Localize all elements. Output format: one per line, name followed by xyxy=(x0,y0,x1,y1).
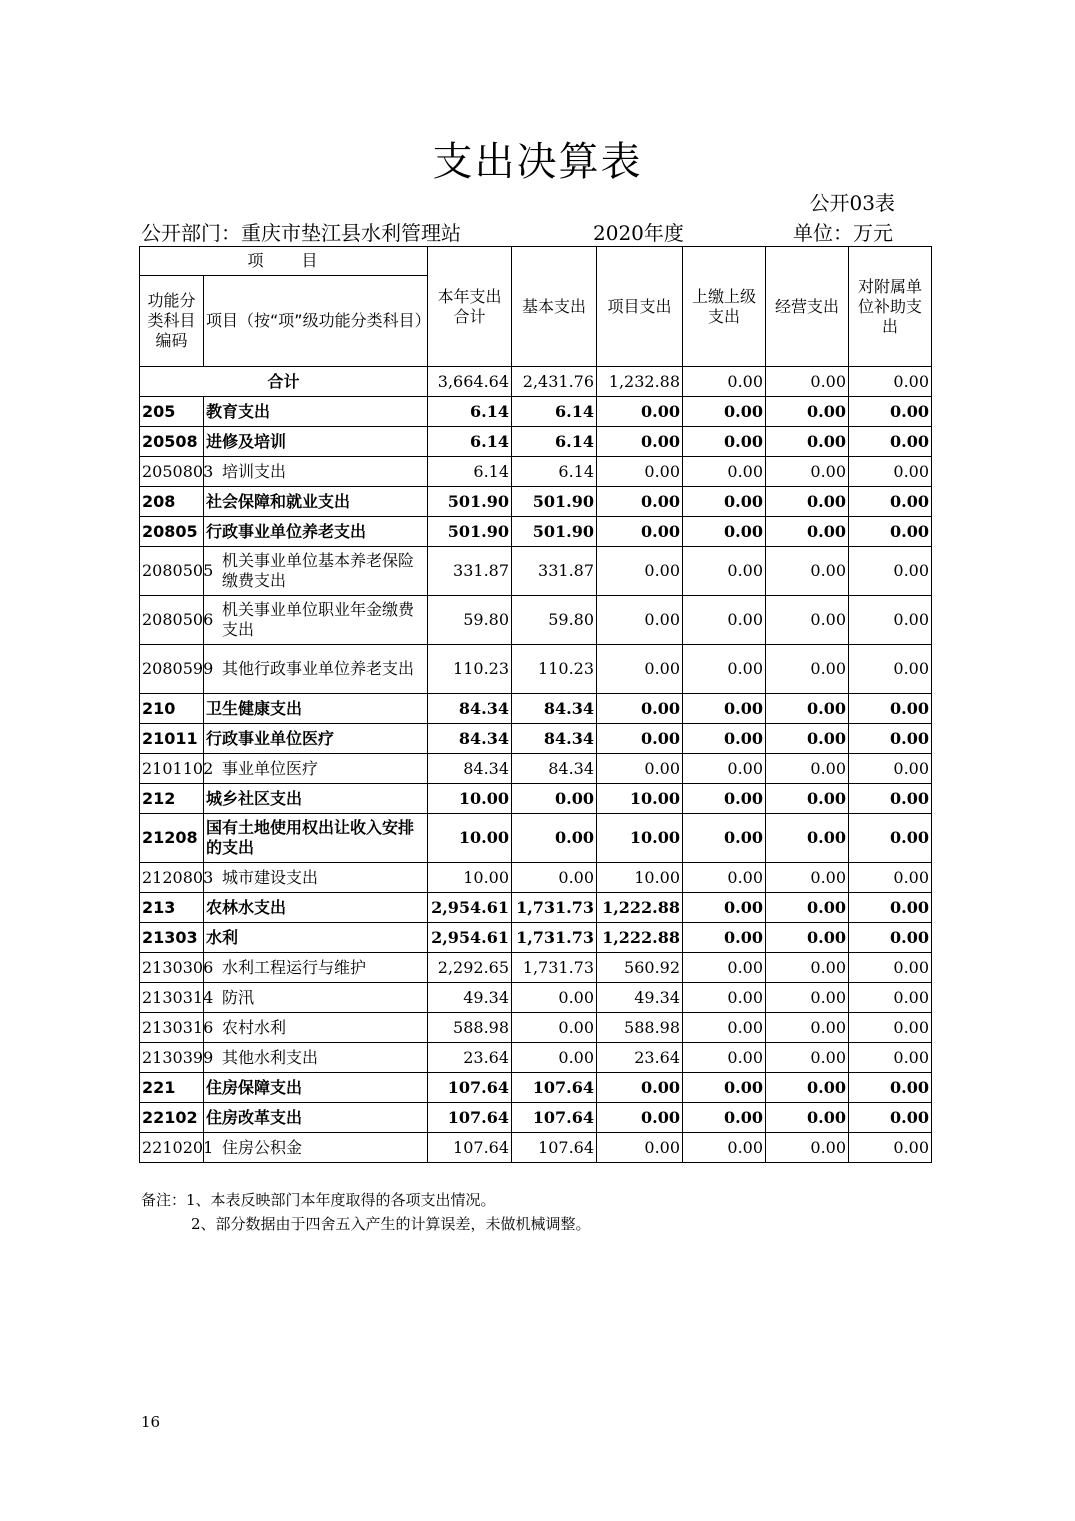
row-value: 0.00 xyxy=(849,814,932,863)
total-value: 1,232.88 xyxy=(597,367,683,397)
row-value: 0.00 xyxy=(766,814,849,863)
header-group-item: 项 目 xyxy=(140,247,428,276)
row-value: 0.00 xyxy=(849,427,932,457)
row-value: 588.98 xyxy=(428,1013,512,1043)
table-row xyxy=(140,923,932,953)
row-value: 84.34 xyxy=(428,754,512,784)
row-code: 22102 xyxy=(140,1103,204,1133)
row-value: 59.80 xyxy=(428,596,512,645)
row-value: 6.14 xyxy=(428,457,512,487)
table-row xyxy=(140,487,932,517)
row-value: 23.64 xyxy=(597,1043,683,1073)
row-value: 0.00 xyxy=(683,1013,766,1043)
row-name: 住房改革支出 xyxy=(204,1103,428,1133)
row-value: 0.00 xyxy=(597,596,683,645)
row-value: 0.00 xyxy=(766,983,849,1013)
row-value: 0.00 xyxy=(683,1103,766,1133)
row-value: 0.00 xyxy=(683,953,766,983)
row-value: 0.00 xyxy=(683,1073,766,1103)
row-value: 0.00 xyxy=(766,1133,849,1163)
row-value: 0.00 xyxy=(683,1133,766,1163)
row-name: 农村水利 xyxy=(204,1013,428,1043)
table-row xyxy=(140,784,932,814)
row-value: 1,222.88 xyxy=(597,923,683,953)
row-value: 0.00 xyxy=(849,1073,932,1103)
row-value: 10.00 xyxy=(597,863,683,893)
row-value: 6.14 xyxy=(428,427,512,457)
row-value: 0.00 xyxy=(597,397,683,427)
row-value: 1,731.73 xyxy=(512,893,597,923)
total-value: 0.00 xyxy=(683,367,766,397)
row-value: 0.00 xyxy=(597,427,683,457)
row-value: 0.00 xyxy=(683,863,766,893)
row-value: 0.00 xyxy=(512,1013,597,1043)
row-name: 培训支出 xyxy=(204,457,428,487)
row-value: 0.00 xyxy=(766,724,849,754)
row-value: 0.00 xyxy=(683,893,766,923)
row-code: 2080599 xyxy=(140,645,204,694)
row-value: 0.00 xyxy=(849,694,932,724)
row-value: 0.00 xyxy=(512,1043,597,1073)
row-value: 6.14 xyxy=(512,397,597,427)
row-code: 2050803 xyxy=(140,457,204,487)
fiscal-year: 2020年度 xyxy=(593,221,684,245)
header-basic: 基本支出 xyxy=(512,247,597,367)
row-value: 0.00 xyxy=(849,517,932,547)
row-code: 2120803 xyxy=(140,863,204,893)
row-value: 107.64 xyxy=(512,1103,597,1133)
row-value: 0.00 xyxy=(849,724,932,754)
row-value: 0.00 xyxy=(766,1103,849,1133)
row-value: 0.00 xyxy=(766,694,849,724)
table-row xyxy=(140,1043,932,1073)
row-code: 2080505 xyxy=(140,547,204,596)
row-value: 23.64 xyxy=(428,1043,512,1073)
row-value: 588.98 xyxy=(597,1013,683,1043)
row-name: 其他水利支出 xyxy=(204,1043,428,1073)
row-name: 其他行政事业单位养老支出 xyxy=(204,645,428,694)
row-code: 2080506 xyxy=(140,596,204,645)
row-value: 0.00 xyxy=(683,427,766,457)
row-value: 1,222.88 xyxy=(597,893,683,923)
row-value: 10.00 xyxy=(597,814,683,863)
row-value: 0.00 xyxy=(849,863,932,893)
row-code: 213 xyxy=(140,893,204,923)
meta-row xyxy=(141,217,931,245)
row-code: 21303 xyxy=(140,923,204,953)
row-code: 221 xyxy=(140,1073,204,1103)
row-value: 107.64 xyxy=(512,1133,597,1163)
row-value: 0.00 xyxy=(683,547,766,596)
row-value: 6.14 xyxy=(512,427,597,457)
row-value: 501.90 xyxy=(512,487,597,517)
row-code: 2130316 xyxy=(140,1013,204,1043)
row-name: 国有土地使用权出让收入安排的支出 xyxy=(204,814,428,863)
row-value: 0.00 xyxy=(512,814,597,863)
row-code: 2210201 xyxy=(140,1133,204,1163)
row-value: 2,954.61 xyxy=(428,893,512,923)
row-name: 事业单位医疗 xyxy=(204,754,428,784)
header-project: 项目支出 xyxy=(597,247,683,367)
row-value: 0.00 xyxy=(766,457,849,487)
row-value: 1,731.73 xyxy=(512,923,597,953)
row-value: 0.00 xyxy=(597,517,683,547)
total-value: 2,431.76 xyxy=(512,367,597,397)
row-value: 107.64 xyxy=(428,1073,512,1103)
table-row xyxy=(140,427,932,457)
row-name: 农林水支出 xyxy=(204,893,428,923)
row-value: 107.64 xyxy=(512,1073,597,1103)
row-code: 2130314 xyxy=(140,983,204,1013)
row-value: 0.00 xyxy=(849,983,932,1013)
row-value: 0.00 xyxy=(849,893,932,923)
row-value: 0.00 xyxy=(766,645,849,694)
row-value: 84.34 xyxy=(428,724,512,754)
row-name: 水利 xyxy=(204,923,428,953)
row-value: 10.00 xyxy=(428,784,512,814)
row-value: 0.00 xyxy=(683,923,766,953)
row-code: 210 xyxy=(140,694,204,724)
note-2: 2、部分数据由于四舍五入产生的计算误差，未做机械调整。 xyxy=(191,1215,591,1233)
row-value: 0.00 xyxy=(597,1103,683,1133)
row-value: 0.00 xyxy=(597,694,683,724)
row-value: 0.00 xyxy=(766,427,849,457)
row-value: 0.00 xyxy=(597,754,683,784)
table-row xyxy=(140,596,932,645)
row-value: 0.00 xyxy=(683,983,766,1013)
row-value: 0.00 xyxy=(766,1043,849,1073)
row-name: 社会保障和就业支出 xyxy=(204,487,428,517)
row-code: 2130306 xyxy=(140,953,204,983)
row-value: 0.00 xyxy=(849,596,932,645)
row-value: 501.90 xyxy=(512,517,597,547)
row-value: 501.90 xyxy=(428,487,512,517)
row-name: 城市建设支出 xyxy=(204,863,428,893)
row-code: 20805 xyxy=(140,517,204,547)
total-label: 合计 xyxy=(140,367,428,397)
row-value: 84.34 xyxy=(512,694,597,724)
row-value: 0.00 xyxy=(683,1043,766,1073)
table-row xyxy=(140,517,932,547)
footnotes xyxy=(141,1188,591,1236)
row-value: 331.87 xyxy=(428,547,512,596)
row-value: 501.90 xyxy=(428,517,512,547)
row-code: 208 xyxy=(140,487,204,517)
row-code: 21011 xyxy=(140,724,204,754)
row-value: 0.00 xyxy=(766,397,849,427)
row-value: 0.00 xyxy=(766,1073,849,1103)
row-value: 84.34 xyxy=(512,754,597,784)
row-value: 560.92 xyxy=(597,953,683,983)
row-value: 49.34 xyxy=(428,983,512,1013)
row-value: 0.00 xyxy=(849,1043,932,1073)
row-value: 2,954.61 xyxy=(428,923,512,953)
department-label: 公开部门：重庆市垫江县水利管理站 xyxy=(141,221,461,245)
row-name: 水利工程运行与维护 xyxy=(204,953,428,983)
row-value: 0.00 xyxy=(683,724,766,754)
row-name: 卫生健康支出 xyxy=(204,694,428,724)
row-value: 0.00 xyxy=(683,784,766,814)
row-name: 机关事业单位职业年金缴费支出 xyxy=(204,596,428,645)
row-value: 0.00 xyxy=(849,754,932,784)
row-value: 10.00 xyxy=(428,814,512,863)
row-value: 0.00 xyxy=(512,983,597,1013)
row-code: 205 xyxy=(140,397,204,427)
row-value: 0.00 xyxy=(512,863,597,893)
row-name: 防汛 xyxy=(204,983,428,1013)
table-row xyxy=(140,754,932,784)
row-code: 21208 xyxy=(140,814,204,863)
row-value: 84.34 xyxy=(512,724,597,754)
row-value: 10.00 xyxy=(428,863,512,893)
table-row xyxy=(140,814,932,863)
row-value: 0.00 xyxy=(766,754,849,784)
total-value: 3,664.64 xyxy=(428,367,512,397)
row-value: 0.00 xyxy=(766,893,849,923)
row-value: 49.34 xyxy=(597,983,683,1013)
row-value: 0.00 xyxy=(512,784,597,814)
table-row xyxy=(140,547,932,596)
row-value: 6.14 xyxy=(428,397,512,427)
table-row xyxy=(140,694,932,724)
row-value: 0.00 xyxy=(597,724,683,754)
row-name: 机关事业单位基本养老保险缴费支出 xyxy=(204,547,428,596)
row-name: 教育支出 xyxy=(204,397,428,427)
row-value: 0.00 xyxy=(849,397,932,427)
note-1: 备注：1、本表反映部门本年度取得的各项支出情况。 xyxy=(141,1191,496,1209)
row-name: 城乡社区支出 xyxy=(204,784,428,814)
row-value: 0.00 xyxy=(766,596,849,645)
row-value: 0.00 xyxy=(597,487,683,517)
row-value: 107.64 xyxy=(428,1133,512,1163)
row-name: 住房公积金 xyxy=(204,1133,428,1163)
header-business: 经营支出 xyxy=(766,247,849,367)
row-value: 2,292.65 xyxy=(428,953,512,983)
row-value: 0.00 xyxy=(849,1013,932,1043)
row-value: 0.00 xyxy=(766,953,849,983)
table-row xyxy=(140,724,932,754)
row-value: 107.64 xyxy=(428,1103,512,1133)
row-value: 0.00 xyxy=(597,457,683,487)
total-value: 0.00 xyxy=(766,367,849,397)
row-name: 行政事业单位养老支出 xyxy=(204,517,428,547)
row-value: 0.00 xyxy=(766,547,849,596)
row-value: 10.00 xyxy=(597,784,683,814)
row-value: 0.00 xyxy=(766,863,849,893)
unit-label: 单位：万元 xyxy=(793,221,893,245)
row-value: 0.00 xyxy=(849,457,932,487)
row-value: 0.00 xyxy=(849,547,932,596)
row-value: 0.00 xyxy=(683,457,766,487)
header-code: 功能分类科目编码 xyxy=(140,276,204,367)
row-value: 0.00 xyxy=(683,397,766,427)
row-value: 0.00 xyxy=(683,814,766,863)
table-row xyxy=(140,983,932,1013)
row-name: 住房保障支出 xyxy=(204,1073,428,1103)
total-value: 0.00 xyxy=(849,367,932,397)
row-value: 0.00 xyxy=(849,487,932,517)
row-value: 0.00 xyxy=(766,517,849,547)
row-value: 0.00 xyxy=(849,923,932,953)
header-name: 项目（按“项”级功能分类科目） xyxy=(204,276,428,367)
table-row xyxy=(140,1103,932,1133)
row-value: 0.00 xyxy=(597,547,683,596)
row-value: 331.87 xyxy=(512,547,597,596)
row-value: 0.00 xyxy=(683,517,766,547)
row-value: 110.23 xyxy=(512,645,597,694)
form-number: 公开03表 xyxy=(809,191,895,215)
row-name: 进修及培训 xyxy=(204,427,428,457)
row-value: 0.00 xyxy=(766,784,849,814)
row-code: 2101102 xyxy=(140,754,204,784)
row-code: 20508 xyxy=(140,427,204,457)
header-remit: 上缴上级支出 xyxy=(683,247,766,367)
row-name: 行政事业单位医疗 xyxy=(204,724,428,754)
table-row xyxy=(140,397,932,427)
row-code: 212 xyxy=(140,784,204,814)
row-code: 2130399 xyxy=(140,1043,204,1073)
row-value: 0.00 xyxy=(849,1133,932,1163)
page-number: 16 xyxy=(141,1413,161,1431)
row-value: 59.80 xyxy=(512,596,597,645)
row-value: 0.00 xyxy=(849,784,932,814)
expenditure-table xyxy=(139,246,932,1163)
row-value: 0.00 xyxy=(849,953,932,983)
row-value: 0.00 xyxy=(597,1073,683,1103)
header-subsidy: 对附属单位补助支出 xyxy=(849,247,932,367)
row-value: 0.00 xyxy=(849,1103,932,1133)
row-value: 84.34 xyxy=(428,694,512,724)
row-value: 0.00 xyxy=(597,645,683,694)
row-value: 0.00 xyxy=(766,923,849,953)
row-value: 0.00 xyxy=(597,1133,683,1163)
header-total: 本年支出合计 xyxy=(428,247,512,367)
row-value: 1,731.73 xyxy=(512,953,597,983)
table-row xyxy=(140,1013,932,1043)
row-value: 0.00 xyxy=(849,645,932,694)
table-row xyxy=(140,645,932,694)
table-row xyxy=(140,953,932,983)
table-row xyxy=(140,863,932,893)
row-value: 0.00 xyxy=(683,645,766,694)
page-title: 支出决算表 xyxy=(432,139,643,185)
row-value: 0.00 xyxy=(683,754,766,784)
table-row xyxy=(140,1073,932,1103)
row-value: 6.14 xyxy=(512,457,597,487)
row-value: 110.23 xyxy=(428,645,512,694)
table-row xyxy=(140,893,932,923)
row-value: 0.00 xyxy=(766,1013,849,1043)
table-row xyxy=(140,457,932,487)
table-row xyxy=(140,1133,932,1163)
total-row xyxy=(140,367,932,397)
row-value: 0.00 xyxy=(683,487,766,517)
row-value: 0.00 xyxy=(683,596,766,645)
row-value: 0.00 xyxy=(766,487,849,517)
row-value: 0.00 xyxy=(683,694,766,724)
